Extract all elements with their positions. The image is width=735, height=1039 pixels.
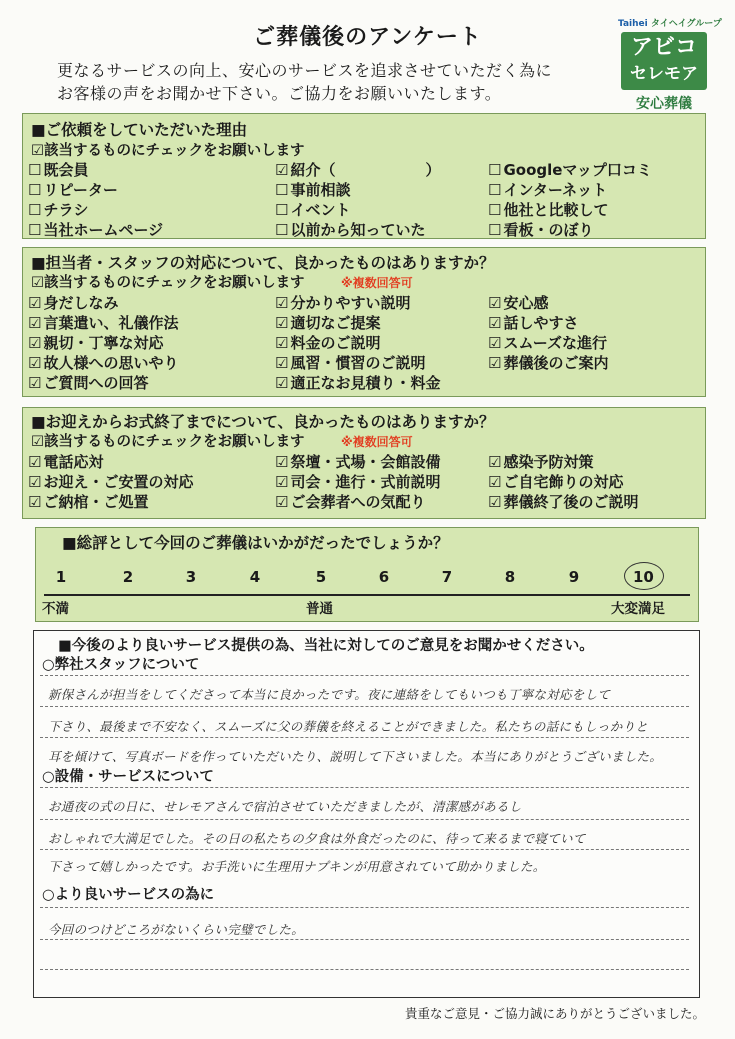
checkbox[interactable]: ☑	[275, 453, 289, 471]
answer-line	[40, 819, 689, 820]
checkbox[interactable]: ☑	[488, 314, 502, 332]
facility-answer-line-1: お通夜の式の日に、せレモアさんで宿泊させていただきましたが、清潔感があるし	[48, 799, 522, 814]
facility-heading: ○設備・サービスについて	[42, 769, 214, 785]
checkbox[interactable]: ☑	[28, 334, 42, 352]
checkbox[interactable]: ☑	[28, 294, 42, 312]
checkbox[interactable]: ☑	[488, 294, 502, 312]
logo-line-2: セレモア	[630, 64, 698, 84]
rating-2[interactable]: 2	[122, 568, 134, 586]
option-homepage[interactable]: ☐ 当社ホームページ	[28, 221, 164, 239]
checkbox[interactable]: ☐	[488, 221, 502, 239]
option-coffin[interactable]: ☑ ご納棺・ご処置	[28, 493, 149, 511]
company-logo	[621, 32, 707, 90]
checkbox[interactable]: ☑	[275, 473, 289, 491]
option-consideration[interactable]: ☑ 故人様への思いやり	[28, 354, 179, 372]
multiple-answers-note: ※複数回答可	[341, 435, 413, 449]
group-name: タイヘイグループ	[650, 19, 722, 29]
staff-answer-line-1: 新保さんが担当をしてくださって本当に良かったです。夜に連絡をしてもいつも丁寧な対応をして	[48, 687, 611, 702]
checkbox[interactable]: ☐	[488, 201, 502, 219]
checkbox[interactable]: ☐	[275, 201, 289, 219]
page-title: ご葬儀後のアンケート	[253, 25, 482, 50]
option-pre-consultation[interactable]: ☐ 事前相談	[275, 181, 351, 199]
option-reassurance[interactable]: ☑ 安心感	[488, 294, 549, 312]
option-appearance[interactable]: ☑ 身だしなみ	[28, 294, 119, 312]
facility-answer-line-3: 下さって嬉しかったです。お手洗いに生理用ナプキンが用意されていて助かりました。	[48, 859, 546, 874]
checkbox[interactable]: ☑	[28, 354, 42, 372]
checkbox[interactable]: ☐	[275, 221, 289, 239]
overall-rating	[35, 527, 699, 622]
checkbox[interactable]: ☑	[28, 453, 42, 471]
option-answers[interactable]: ☑ ご質問への回答	[28, 374, 149, 392]
option-phone[interactable]: ☑ 電話応対	[28, 453, 104, 471]
checkbox[interactable]: ☑	[28, 493, 42, 511]
staff-heading: ○弊社スタッフについて	[42, 657, 200, 673]
section-request-reason	[22, 113, 706, 239]
checkbox[interactable]: ☐	[275, 181, 289, 199]
section-ceremony	[22, 407, 706, 519]
checkbox[interactable]: ☑	[488, 453, 502, 471]
checkbox[interactable]: ☑	[275, 334, 289, 352]
option-event[interactable]: ☐ イベント	[275, 201, 351, 219]
checkbox[interactable]: ☑	[275, 374, 289, 392]
option-referral[interactable]: ☑ 紹介（ ）	[275, 161, 441, 179]
answer-line	[40, 706, 689, 707]
option-infection[interactable]: ☑ 感染予防対策	[488, 453, 594, 471]
staff-answer-line-3: 耳を傾けて、写真ボードを作っていただいたり、説明して下さいました。本当にありがとうございました。	[48, 749, 663, 764]
checkbox[interactable]: ☑	[488, 334, 502, 352]
option-kindness[interactable]: ☑ 親切・丁寧な対応	[28, 334, 164, 352]
option-customs[interactable]: ☑ 風習・慣習のご説明	[275, 354, 426, 372]
checkbox[interactable]: ☐	[28, 201, 42, 219]
rating-high-label: 大変満足	[611, 601, 665, 617]
checkbox[interactable]: ☐	[28, 221, 42, 239]
selected-rating-circle	[624, 562, 664, 590]
answer-line	[40, 907, 689, 908]
section-heading: ■担当者・スタッフの対応について、良かったものはありますか？	[31, 254, 495, 272]
option-known-before[interactable]: ☐ 以前から知っていた	[275, 221, 426, 239]
answer-line	[40, 969, 689, 970]
rating-heading: ■総評として今回のご葬儀はいかがだったでしょうか？	[62, 534, 449, 552]
option-internet[interactable]: ☐ インターネット	[488, 181, 608, 199]
checkbox[interactable]: ☐	[488, 181, 502, 199]
checkbox[interactable]: ☑	[28, 314, 42, 332]
option-clear-explanation[interactable]: ☑ 分かりやすい説明	[275, 294, 411, 312]
answer-line	[40, 787, 689, 788]
option-after-guidance[interactable]: ☑ 葬儀後のご案内	[488, 354, 609, 372]
answer-line	[40, 939, 689, 940]
rating-9[interactable]: 9	[568, 568, 580, 586]
checkbox[interactable]: ☐	[488, 161, 502, 179]
checkbox[interactable]: ☑	[488, 493, 502, 511]
facility-answer-line-2: おしゃれで大満足でした。その日の私たちの夕食は外食だったのに、待って来るまで寝ていて	[48, 831, 586, 846]
option-easy-to-talk[interactable]: ☑ 話しやすさ	[488, 314, 579, 332]
better-service-heading: ○より良いサービスの為に	[42, 887, 215, 903]
opinion-heading: ■今後のより良いサービス提供の為、当社に対してのご意見をお聞かせください。	[58, 638, 594, 654]
option-google-maps[interactable]: ☐ Googleマップ口コミ	[488, 161, 652, 179]
opinion-section	[33, 630, 700, 998]
staff-answer-line-2: 下さり、最後まで不安なく、スムーズに父の葬儀を終えることができました。私たちの話にもしっかりと	[48, 719, 649, 734]
rating-3[interactable]: 3	[185, 568, 197, 586]
checkbox[interactable]: ☐	[28, 181, 42, 199]
rating-10[interactable]: 10	[633, 568, 654, 586]
rating-scale-line	[44, 594, 690, 596]
checkbox[interactable]: ☑	[488, 473, 502, 491]
intro-line-1: 更なるサービスの向上、安心のサービスを追求させていただく為に	[57, 61, 553, 80]
option-signboard[interactable]: ☐ 看板・のぼり	[488, 221, 594, 239]
option-proposals[interactable]: ☑ 適切なご提案	[275, 314, 381, 332]
checkbox[interactable]: ☑	[275, 354, 289, 372]
option-compared[interactable]: ☐ 他社と比較して	[488, 201, 609, 219]
checkbox[interactable]: ☑	[28, 374, 42, 392]
section-heading: ■ご依頼をしていただいた理由	[31, 121, 248, 139]
rating-7[interactable]: 7	[441, 568, 453, 586]
option-smooth-progress[interactable]: ☑ スムーズな進行	[488, 334, 607, 352]
intro-line-2: お客様の声をお聞かせ下さい。ご協力をお願いいたします。	[57, 84, 502, 103]
multiple-answers-note: ※複数回答可	[341, 276, 413, 290]
footer-thanks: 貴重なご意見・ご協力誠にありがとうございました。	[404, 1006, 705, 1021]
section-instruction: ☑該当するものにチェックをお願いします	[31, 434, 305, 450]
answer-line	[40, 737, 689, 738]
option-fee-explanation[interactable]: ☑ 料金のご説明	[275, 334, 381, 352]
logo-line-1: アビコ	[630, 35, 697, 60]
checkbox[interactable]: ☑	[488, 354, 502, 372]
option-flyer[interactable]: ☐ チラシ	[28, 201, 89, 219]
option-post-explanation[interactable]: ☑ 葬儀終了後のご説明	[488, 493, 639, 511]
option-fair-estimate[interactable]: ☑ 適正なお見積り・料金	[275, 374, 441, 392]
rating-4[interactable]: 4	[249, 568, 261, 586]
logo-subtitle: 安心葬儀	[636, 96, 692, 112]
answer-line	[40, 675, 689, 676]
rating-mid-label: 普通	[306, 601, 333, 617]
answer-line	[40, 849, 689, 850]
option-attendees[interactable]: ☑ ご会葬者への気配り	[275, 493, 426, 511]
option-mc[interactable]: ☑ 司会・進行・式前説明	[275, 473, 441, 491]
section-instruction: ☑該当するものにチェックをお願いします	[31, 143, 305, 159]
rating-low-label: 不満	[42, 601, 69, 617]
option-altar[interactable]: ☑ 祭壇・式場・会館設備	[275, 453, 441, 471]
checkbox[interactable]: ☑	[28, 473, 42, 491]
rating-8[interactable]: 8	[504, 568, 516, 586]
option-manners[interactable]: ☑ 言葉遣い、礼儀作法	[28, 314, 179, 332]
option-home-decor[interactable]: ☑ ご自宅飾りの対応	[488, 473, 624, 491]
rating-1[interactable]: 1	[55, 568, 67, 586]
better-answer-line-1: 今回のつけどころがないくらい完璧でした。	[48, 922, 305, 937]
rating-6[interactable]: 6	[378, 568, 390, 586]
checkbox[interactable]: ☑	[275, 314, 289, 332]
group-logo	[618, 16, 722, 29]
group-brand: Taihei	[618, 19, 648, 29]
section-heading: ■お迎えからお式終了までについて、良かったものはありますか？	[31, 413, 495, 431]
checkbox[interactable]: ☑	[275, 294, 289, 312]
checkbox[interactable]: ☐	[28, 161, 42, 179]
option-existing-member[interactable]: ☐ 既会員	[28, 161, 89, 179]
checkbox[interactable]: ☑	[275, 493, 289, 511]
checkbox[interactable]: ☑	[275, 161, 289, 179]
option-pickup[interactable]: ☑ お迎え・ご安置の対応	[28, 473, 194, 491]
rating-5[interactable]: 5	[315, 568, 327, 586]
section-staff-response	[22, 247, 706, 397]
option-repeater[interactable]: ☐ リピーター	[28, 181, 118, 199]
section-instruction: ☑該当するものにチェックをお願いします	[31, 275, 305, 291]
